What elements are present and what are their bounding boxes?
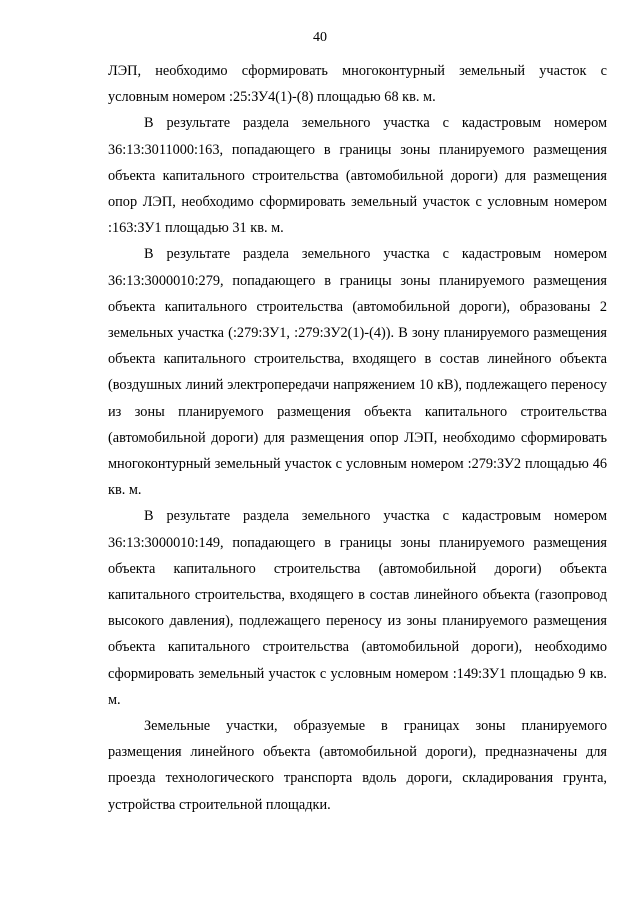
page-number: 40 [313, 30, 327, 45]
paragraph-plot-279: В результате раздела земельного участка с кадастровым номером 36:13:3000010:279, попадающего в границы зоны планируемого размещения объекта капитального строительства (автомобильной дороги), образованы 2 земельных участка (:279:ЗУ1, :279:ЗУ2(1)-(4)). В зону планируемого размещения объекта капитального строительства, входящего в состав линейного объекта (воздушных линий электропередачи напряжением 10 кВ), подлежащего переносу из зоны планируемого размещения объекта капитального строительства (автомобильной дороги) для размещения опор ЛЭП, необходимо сформировать многоконтурный земельный участок с условным номером :279:ЗУ2 площадью 46 кв. м. [108, 246, 607, 499]
paragraph-purpose: Земельные участки, образуемые в границах зоны планируемого размещения линейного объекта (автомобильной дороги), предназначены для проезда технологического транспорта вдоль дороги, складирования грунта, устройства строительной площадки. [108, 718, 607, 813]
paragraph-plot-149: В результате раздела земельного участка с кадастровым номером 36:13:3000010:149, попадающего в границы зоны планируемого размещения объекта капитального строительства (автомобильной дороги) объекта капитального строительства, входящего в состав линейного объекта (газопровод высокого давления), подлежащего переносу из зоны планируемого размещения объекта капитального строительства (автомобильной дороги), необходимо сформировать земельный участок с условным номером :149:ЗУ1 площадью 9 кв. м. [108, 508, 607, 708]
paragraph-plot-163: В результате раздела земельного участка с кадастровым номером 36:13:3011000:163, попадающего в границы зоны планируемого размещения объекта капитального строительства (автомобильной дороги) для размещения опор ЛЭП, необходимо сформировать земельный участок с условным номером :163:ЗУ1 площадью 31 кв. м. [108, 115, 607, 237]
paragraph-continuation: ЛЭП, необходимо сформировать многоконтурный земельный участок с условным номером :25:ЗУ4(1)-(8) площадью 68 кв. м. [108, 63, 607, 106]
page-body [108, 58, 607, 818]
